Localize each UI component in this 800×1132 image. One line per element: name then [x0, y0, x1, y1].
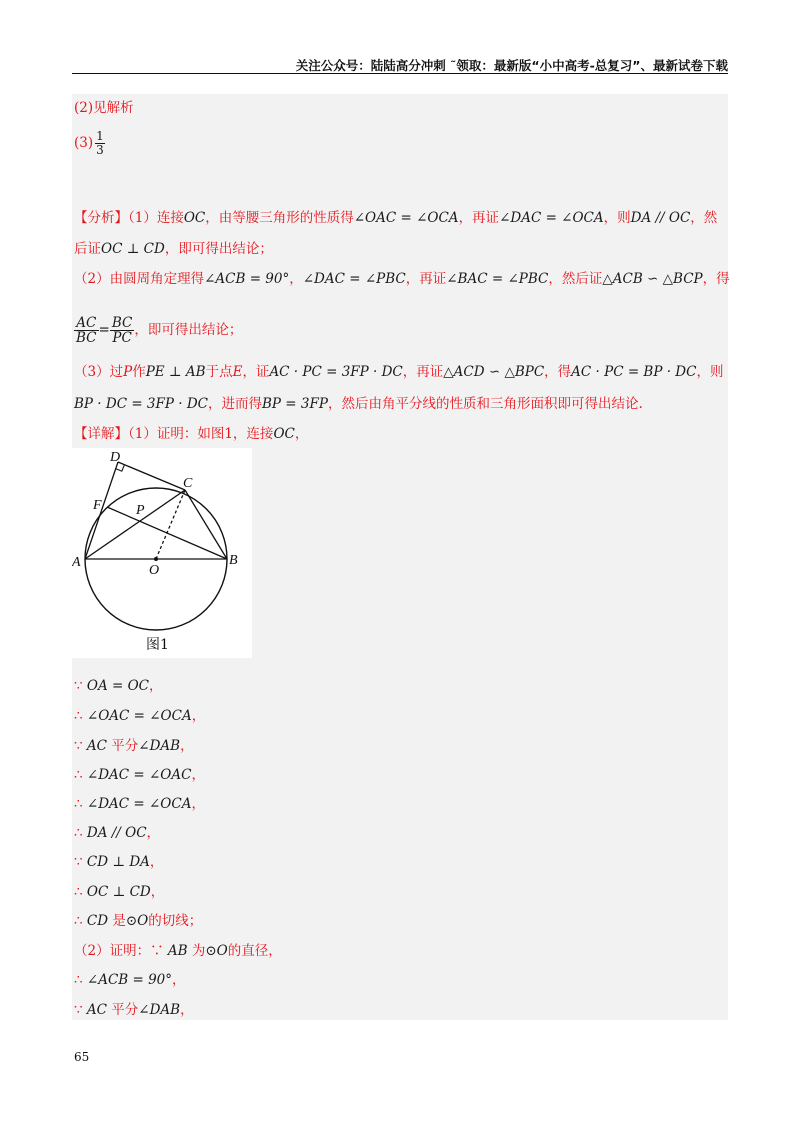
fraction [74, 316, 99, 345]
math: P [123, 364, 133, 380]
math: ∠ACB = 90° [204, 271, 290, 287]
reason-symbol: ∴ [74, 972, 83, 988]
detail-line-1 [74, 424, 308, 444]
analysis-line-4 [74, 316, 242, 345]
text: ， [191, 767, 205, 783]
text: ， [294, 426, 309, 442]
text: ， [180, 738, 194, 754]
answer-part-3-prefix: (3) [74, 135, 94, 151]
text: ，然 [690, 210, 718, 226]
text: ，则 [603, 210, 631, 226]
step-line [74, 794, 205, 814]
fraction-numerator: AC [74, 316, 99, 331]
text: ，则 [696, 364, 724, 380]
step-line [74, 765, 205, 785]
step-line [74, 882, 164, 902]
equals-sign: = [98, 322, 110, 338]
fraction-numerator: 1 [96, 129, 104, 143]
step-line [74, 1000, 194, 1020]
text: ， [149, 854, 164, 870]
math: DA // OC [86, 825, 147, 841]
text: ，再证 [402, 364, 444, 380]
text: 于点 [205, 364, 233, 380]
text: ，然后证 [548, 271, 603, 287]
step-line [74, 970, 186, 990]
fraction-denominator: 3 [96, 143, 104, 157]
figure-caption: 图1 [146, 637, 169, 653]
text: 的切线； [148, 913, 203, 929]
text: ， [149, 678, 163, 694]
reason-symbol: ∴ [74, 767, 83, 783]
text: 为 [187, 943, 206, 959]
step-line [74, 676, 163, 696]
math: OC ⊥ CD [101, 241, 165, 257]
text: （1）连接 [128, 210, 184, 226]
figure-background [72, 448, 252, 658]
reason-symbol: ∴ [74, 913, 83, 929]
label-a: A [72, 555, 81, 570]
text: （3）过 [74, 364, 124, 380]
answer-part-3 [74, 130, 105, 157]
analysis-tag: 【分析】 [74, 210, 128, 226]
math: ∠DAB [138, 738, 181, 754]
label-c: C [183, 476, 193, 491]
text: （2）证明： [74, 943, 151, 959]
page-number: 65 [74, 1050, 90, 1064]
math: △ACD ∽ △BPC [443, 364, 545, 380]
label-p: P [136, 503, 145, 518]
text: ， [146, 825, 161, 841]
answer-fraction [95, 130, 105, 157]
math: E [232, 364, 243, 380]
part-2-line [74, 941, 282, 961]
text: ， [191, 708, 206, 724]
text: ，再证 [405, 271, 447, 287]
label-o: O [149, 563, 160, 578]
detail-tag: 【详解】 [74, 426, 128, 442]
math: AC [86, 1002, 107, 1018]
math: ∠DAB [138, 1002, 181, 1018]
fraction [110, 316, 135, 345]
math: BP = 3FP [262, 396, 328, 412]
math: ⊙O [125, 913, 149, 929]
text: 平分 [106, 738, 139, 754]
math: ∠OAC = ∠OCA [86, 708, 192, 724]
math: AB [167, 943, 188, 959]
math: AC [86, 738, 107, 754]
fraction-numerator: BC [111, 315, 133, 331]
reason-symbol: ∴ [74, 825, 83, 841]
text: 的直径， [227, 943, 282, 959]
math: △ACB ∽ △BCP [602, 271, 703, 287]
text: 作 [132, 364, 146, 380]
step-line [74, 911, 202, 931]
step-line [74, 706, 205, 726]
text: ，由等腰三角形的性质得 [205, 210, 354, 226]
math: AC · PC = 3FP · DC [269, 364, 403, 380]
analysis-line-5 [74, 362, 723, 382]
reason-symbol: ∵ [74, 678, 83, 694]
analysis-line-3 [74, 269, 730, 289]
geometry-figure [72, 448, 252, 658]
reason-symbol: ∵ [74, 854, 83, 870]
text: ，即可得出结论； [134, 322, 243, 338]
text: ，进而得 [208, 396, 262, 412]
step-line [74, 823, 160, 843]
text: ，即可得出结论； [164, 241, 273, 257]
step-line [74, 736, 194, 756]
text: ， [191, 796, 205, 812]
text: ，证 [242, 364, 270, 380]
math: ∠DAC = ∠OCA [86, 796, 192, 812]
math: ⊙O [205, 943, 228, 959]
math: ∠OAC = ∠OCA [353, 210, 459, 226]
text: 平分 [106, 1002, 139, 1018]
answer-part-2: (2)见解析 [74, 100, 134, 116]
text: ，再证 [458, 210, 500, 226]
math: OC ⊥ CD [86, 884, 151, 900]
math: OC [183, 210, 206, 226]
math: DA // OC [630, 210, 691, 226]
reason-symbol: ∴ [74, 796, 83, 812]
page-header: 关注公众号：陆陆高分冲刺 ˜领取：最新版“小中高考-总复习”、最新试卷下载 [295, 58, 728, 73]
text: （2）由圆周角定理得 [74, 271, 205, 287]
text: ，得 [702, 271, 730, 287]
label-b: B [229, 553, 238, 568]
step-line [74, 852, 163, 872]
math: BP · DC = 3FP · DC [74, 396, 208, 412]
math: OC [273, 426, 295, 442]
math: PE ⊥ AB [145, 364, 206, 380]
reason-symbol: ∵ [74, 1002, 83, 1018]
math: CD ⊥ DA [86, 854, 150, 870]
fraction-denominator: PC [112, 330, 132, 346]
math: AC · PC = BP · DC [571, 364, 697, 380]
text: （1）证明：如图1，连接 [128, 426, 274, 442]
text: 是 [108, 913, 126, 929]
label-d: D [110, 450, 121, 465]
math: ∠ACB = 90° [86, 972, 173, 988]
text: ，然后由角平分线的性质和三角形面积即可得出结论. [327, 396, 643, 412]
math: ∠BAC = ∠PBC [446, 271, 549, 287]
text: ，得 [544, 364, 572, 380]
reason-symbol: ∴ [74, 884, 83, 900]
reason-symbol: ∵ [150, 943, 164, 959]
math: ∠DAC = ∠OAC [86, 767, 192, 783]
math: CD [86, 913, 109, 929]
fraction-denominator: BC [76, 330, 97, 346]
math: ∠DAC = ∠PBC [302, 271, 406, 287]
text: ， [289, 271, 303, 287]
analysis-line-6 [74, 394, 643, 414]
text: 后证 [74, 241, 101, 257]
analysis-line-1 [74, 208, 717, 228]
center-dot [154, 557, 158, 561]
text: ， [172, 972, 186, 988]
reason-symbol: ∵ [74, 738, 83, 754]
header-rule [72, 73, 728, 74]
math: ∠DAC = ∠OCA [499, 210, 604, 226]
math: OA = OC [86, 678, 149, 694]
reason-symbol: ∴ [74, 708, 83, 724]
analysis-line-2 [74, 239, 273, 259]
text: ， [150, 884, 165, 900]
label-f: F [93, 498, 102, 513]
text: ， [180, 1002, 194, 1018]
